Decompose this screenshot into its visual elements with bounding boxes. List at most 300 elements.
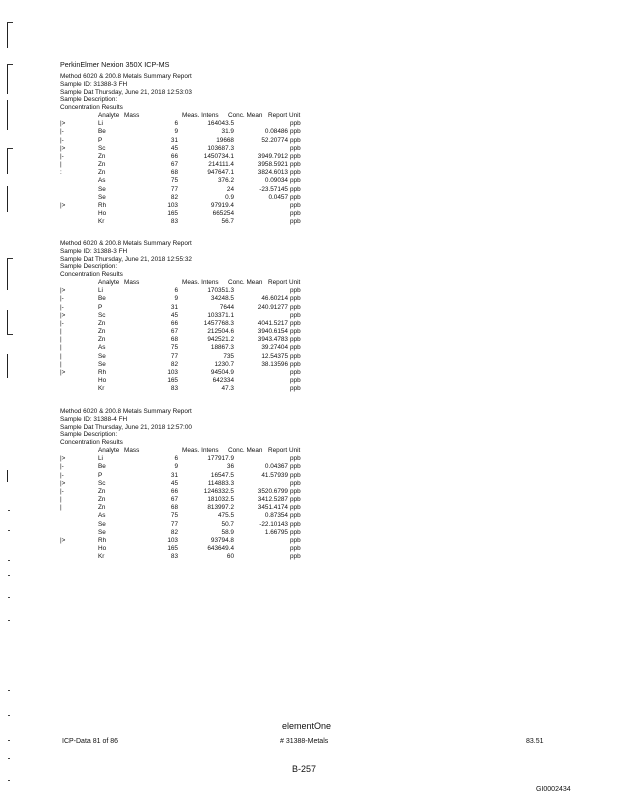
- result-row: [60, 194, 360, 202]
- intensity-cell: 94504.9: [210, 369, 234, 377]
- intensity-cell: 475.5: [218, 512, 234, 520]
- unit-cell: ppb: [290, 537, 301, 545]
- intensity-cell: 97919.4: [210, 202, 234, 210]
- column-header-row: [60, 279, 360, 287]
- analyte-cell: P: [98, 136, 103, 144]
- concentration-cell: 3958.5921: [257, 161, 288, 169]
- intensity-cell: 31.9: [221, 128, 234, 136]
- analyte-cell: Zn: [98, 496, 106, 504]
- analyte-cell: P: [98, 471, 103, 479]
- analyte-cell: As: [98, 177, 106, 185]
- concentration-cell: -23.57145: [259, 185, 288, 193]
- concentration-cell: 1.66795: [264, 528, 288, 536]
- result-row: [60, 496, 360, 504]
- analyte-cell: Se: [98, 193, 106, 201]
- unit-cell: ppb: [290, 136, 301, 144]
- result-row: [60, 295, 360, 303]
- mass-cell: 68: [170, 169, 178, 177]
- margin-bracket: [7, 22, 8, 48]
- result-row: [60, 336, 360, 344]
- row-marker: |>: [60, 202, 66, 210]
- intensity-cell: 214111.4: [208, 161, 234, 169]
- concentration-results-label: Concentration Results: [60, 104, 123, 112]
- mass-cell: 103: [167, 202, 178, 210]
- mass-cell: 6: [174, 455, 178, 463]
- intensity-cell: 18867.3: [210, 344, 234, 352]
- mass-cell: 82: [170, 360, 178, 368]
- mass-cell: 165: [167, 377, 178, 385]
- row-marker: |: [60, 336, 62, 344]
- analyte-cell: Se: [98, 520, 106, 528]
- result-row: [60, 361, 360, 369]
- unit-cell: ppb: [290, 487, 301, 495]
- unit-cell: ppb: [290, 463, 301, 471]
- concentration-cell: 0.04367: [264, 463, 288, 471]
- unit-cell: ppb: [290, 385, 301, 393]
- margin-dot: [8, 715, 10, 716]
- mass-cell: 45: [170, 144, 178, 152]
- intensity-cell: 376.2: [218, 177, 234, 185]
- mass-cell: 83: [170, 553, 178, 561]
- result-row: [60, 472, 360, 480]
- mass-cell: 45: [170, 311, 178, 319]
- analyte-cell: Be: [98, 463, 106, 471]
- unit-cell: ppb: [290, 360, 301, 368]
- margin-bracket: [7, 64, 8, 94]
- result-row: [60, 177, 360, 185]
- intensity-cell: 56.7: [221, 218, 234, 226]
- mass-cell: 67: [170, 161, 178, 169]
- analyte-cell: Se: [98, 360, 106, 368]
- row-marker: |: [60, 352, 62, 360]
- intensity-cell: 7644: [219, 303, 234, 311]
- concentration-cell: 3943.4783: [257, 336, 288, 344]
- margin-dot: [8, 530, 10, 531]
- margin-dot: [8, 690, 10, 691]
- intensity-cell: 1246332.5: [203, 487, 234, 495]
- sample-description: Sample Description:: [60, 96, 118, 104]
- unit-cell: ppb: [290, 128, 301, 136]
- analyte-cell: Li: [98, 455, 103, 463]
- intensity-cell: 114883.3: [207, 479, 234, 487]
- analyte-cell: Zn: [98, 161, 106, 169]
- result-row: [60, 320, 360, 328]
- unit-cell: ppb: [290, 528, 301, 536]
- result-row: [60, 120, 360, 128]
- result-row: [60, 512, 360, 520]
- result-row: [60, 455, 360, 463]
- unit-cell: ppb: [290, 545, 301, 553]
- result-rows: [60, 120, 360, 226]
- column-header-row: [60, 447, 360, 455]
- result-row: [60, 529, 360, 537]
- intensity-cell: 164043.5: [207, 120, 234, 128]
- result-row: [60, 480, 360, 488]
- unit-cell: ppb: [290, 319, 301, 327]
- row-marker: |-: [60, 463, 64, 471]
- analyte-cell: Rh: [98, 537, 107, 545]
- unit-cell: ppb: [290, 336, 301, 344]
- result-row: [60, 304, 360, 312]
- analyte-cell: Ho: [98, 377, 107, 385]
- row-marker: |>: [60, 120, 66, 128]
- method-title: Method 6020 & 200.8 Metals Summary Report: [60, 408, 192, 415]
- unit-cell: ppb: [290, 120, 301, 128]
- concentration-cell: 46.60214: [261, 295, 288, 303]
- result-row: [60, 128, 360, 136]
- margin-dot: [8, 740, 10, 741]
- analyte-cell: Zn: [98, 504, 106, 512]
- unit-cell: ppb: [290, 144, 301, 152]
- mass-cell: 66: [170, 152, 178, 160]
- margin-dot: [8, 620, 10, 621]
- analyte-cell: Se: [98, 528, 106, 536]
- row-marker: |-: [60, 295, 64, 303]
- footer-page-number: B-257: [292, 764, 317, 774]
- analyte-cell: Sc: [98, 311, 106, 319]
- unit-cell: ppb: [290, 152, 301, 160]
- analyte-cell: Zn: [98, 169, 106, 177]
- unit-cell: ppb: [290, 210, 301, 218]
- mass-cell: 77: [170, 352, 178, 360]
- column-header-row: [60, 112, 360, 120]
- sample-id: Sample ID: 31388-3 FH: [60, 80, 128, 88]
- intensity-cell: 177917.9: [207, 455, 234, 463]
- intensity-cell: 103371.1: [207, 311, 234, 319]
- sample-date: Sample Dat Thursday, June 21, 2018 12:55:32: [60, 255, 192, 263]
- intensity-cell: 643649.4: [207, 545, 234, 553]
- unit-cell: ppb: [290, 369, 301, 377]
- result-row: [60, 521, 360, 529]
- analyte-cell: Sc: [98, 479, 106, 487]
- concentration-cell: 3949.7912: [257, 152, 288, 160]
- analyte-cell: Rh: [98, 202, 107, 210]
- mass-cell: 67: [170, 496, 178, 504]
- col-meas-int: Meas. Intens: [182, 111, 219, 119]
- intensity-cell: 50.7: [221, 520, 234, 528]
- mass-cell: 75: [170, 512, 178, 520]
- intensity-cell: 1457768.3: [203, 319, 234, 327]
- unit-cell: ppb: [290, 311, 301, 319]
- margin-tick: [7, 258, 13, 259]
- concentration-cell: 0.09034: [264, 177, 288, 185]
- concentration-cell: 3412.5287: [257, 496, 288, 504]
- instrument-header: PerkinElmer Nexion 350X ICP-MS: [60, 60, 170, 69]
- margin-dot: [8, 575, 10, 576]
- concentration-cell: 3824.6013: [257, 169, 288, 177]
- concentration-cell: 38.13596: [261, 360, 288, 368]
- concentration-results-label: Concentration Results: [60, 439, 123, 447]
- mass-cell: 165: [167, 545, 178, 553]
- row-marker: |>: [60, 455, 66, 463]
- mass-cell: 75: [170, 344, 178, 352]
- intensity-cell: 0.9: [225, 193, 234, 201]
- margin-dot: [8, 780, 10, 781]
- margin-bracket: [7, 258, 8, 290]
- concentration-cell: 0.08486: [264, 128, 288, 136]
- unit-cell: ppb: [290, 344, 301, 352]
- unit-cell: ppb: [290, 303, 301, 311]
- col-analyte: Analyte: [98, 111, 120, 119]
- unit-cell: ppb: [290, 328, 301, 336]
- result-row: [60, 210, 360, 218]
- concentration-cell: 41.57939: [261, 471, 288, 479]
- sample-description: Sample Description:: [60, 263, 118, 271]
- mass-cell: 67: [170, 328, 178, 336]
- intensity-cell: 60: [226, 553, 234, 561]
- result-rows: [60, 455, 360, 561]
- unit-cell: ppb: [290, 520, 301, 528]
- sample-description: Sample Description:: [60, 431, 118, 439]
- result-row: [60, 137, 360, 145]
- row-marker: |: [60, 328, 62, 336]
- sample-date: Sample Dat Thursday, June 21, 2018 12:57:00: [60, 423, 192, 431]
- row-marker: |>: [60, 537, 66, 545]
- mass-cell: 66: [170, 319, 178, 327]
- mass-cell: 82: [170, 528, 178, 536]
- result-row: [60, 153, 360, 161]
- col-mass: Mass: [124, 278, 140, 286]
- concentration-cell: 12.54375: [261, 352, 288, 360]
- analyte-cell: Zn: [98, 319, 106, 327]
- mass-cell: 9: [174, 463, 178, 471]
- analyte-cell: Kr: [98, 553, 105, 561]
- mass-cell: 68: [170, 504, 178, 512]
- row-marker: |: [60, 496, 62, 504]
- concentration-cell: 39.27404: [261, 344, 288, 352]
- analyte-cell: Zn: [98, 336, 106, 344]
- concentration-cell: 3940.6154: [257, 328, 288, 336]
- margin-bracket: [7, 470, 8, 482]
- mass-cell: 77: [170, 520, 178, 528]
- concentration-cell: 4041.5217: [257, 319, 288, 327]
- intensity-cell: 24: [226, 185, 234, 193]
- margin-dot: [8, 510, 10, 511]
- result-row: [60, 369, 360, 377]
- footer-brand: elementOne: [282, 721, 332, 731]
- row-marker: |>: [60, 311, 66, 319]
- mass-cell: 31: [170, 471, 178, 479]
- mass-cell: 165: [167, 210, 178, 218]
- row-marker: |: [60, 360, 62, 368]
- method-title: Method 6020 & 200.8 Metals Summary Report: [60, 73, 192, 80]
- concentration-cell: 0.0457: [268, 193, 288, 201]
- margin-tick: [7, 334, 13, 335]
- concentration-results-label: Concentration Results: [60, 271, 123, 279]
- margin-bracket: [7, 100, 8, 130]
- analyte-cell: Sc: [98, 144, 106, 152]
- result-row: [60, 488, 360, 496]
- margin-dot: [8, 597, 10, 598]
- analyte-cell: Li: [98, 287, 103, 295]
- intensity-cell: 642334: [212, 377, 234, 385]
- margin-dot: [8, 560, 10, 561]
- intensity-cell: 47.3: [221, 385, 234, 393]
- mass-cell: 103: [167, 369, 178, 377]
- analyte-cell: Ho: [98, 545, 107, 553]
- result-row: [60, 218, 360, 226]
- unit-cell: ppb: [290, 218, 301, 226]
- col-analyte: Analyte: [98, 446, 120, 454]
- intensity-cell: 34248.5: [210, 295, 234, 303]
- mass-cell: 77: [170, 185, 178, 193]
- mass-cell: 31: [170, 303, 178, 311]
- unit-cell: ppb: [290, 177, 301, 185]
- mass-cell: 9: [174, 128, 178, 136]
- analyte-cell: As: [98, 344, 106, 352]
- result-row: [60, 537, 360, 545]
- col-meas-int: Meas. Intens: [182, 278, 219, 286]
- intensity-cell: 58.9: [221, 528, 234, 536]
- mass-cell: 9: [174, 295, 178, 303]
- unit-cell: ppb: [290, 471, 301, 479]
- intensity-cell: 170351.3: [207, 287, 234, 295]
- unit-cell: ppb: [290, 479, 301, 487]
- intensity-cell: 19668: [216, 136, 234, 144]
- analyte-cell: Kr: [98, 218, 105, 226]
- analyte-cell: Se: [98, 352, 106, 360]
- unit-cell: ppb: [290, 295, 301, 303]
- analyte-cell: As: [98, 512, 106, 520]
- col-mass: Mass: [124, 111, 140, 119]
- row-marker: |: [60, 344, 62, 352]
- intensity-cell: 735: [223, 352, 234, 360]
- sample-date: Sample Dat Thursday, June 21, 2018 12:53:03: [60, 88, 192, 96]
- analyte-cell: Se: [98, 185, 106, 193]
- mass-cell: 45: [170, 479, 178, 487]
- result-row: [60, 202, 360, 210]
- mass-cell: 66: [170, 487, 178, 495]
- mass-cell: 83: [170, 218, 178, 226]
- unit-cell: ppb: [290, 377, 301, 385]
- result-row: [60, 169, 360, 177]
- margin-tick: [7, 64, 13, 65]
- unit-cell: ppb: [290, 352, 301, 360]
- result-row: [60, 287, 360, 295]
- mass-cell: 31: [170, 136, 178, 144]
- col-unit: Report Unit: [268, 111, 301, 119]
- unit-cell: ppb: [290, 185, 301, 193]
- intensity-cell: 103687.3: [207, 144, 234, 152]
- result-row: [60, 344, 360, 352]
- footer-project: # 31388-Metals: [280, 738, 329, 745]
- result-row: [60, 553, 360, 561]
- report-section: [60, 240, 360, 394]
- margin-dot: [8, 758, 10, 759]
- result-row: [60, 377, 360, 385]
- mass-cell: 83: [170, 385, 178, 393]
- row-marker: |-: [60, 471, 64, 479]
- document-id: GI0002434: [536, 786, 571, 793]
- row-marker: |>: [60, 287, 66, 295]
- sample-id: Sample ID: 31388-3 FH: [60, 247, 128, 255]
- result-row: [60, 161, 360, 169]
- method-title: Method 6020 & 200.8 Metals Summary Report: [60, 240, 192, 247]
- intensity-cell: 1450734.1: [203, 152, 234, 160]
- margin-bracket: [7, 354, 8, 378]
- intensity-cell: 947647.1: [207, 169, 234, 177]
- result-row: [60, 312, 360, 320]
- col-analyte: Analyte: [98, 278, 120, 286]
- intensity-cell: 1230.7: [214, 360, 234, 368]
- concentration-cell: 3451.4174: [257, 504, 288, 512]
- col-conc: Conc. Mean: [228, 446, 263, 454]
- concentration-cell: 240.91277: [257, 303, 288, 311]
- margin-tick: [7, 148, 13, 149]
- unit-cell: ppb: [290, 504, 301, 512]
- analyte-cell: Li: [98, 120, 103, 128]
- row-marker: |-: [60, 136, 64, 144]
- analyte-cell: Zn: [98, 152, 106, 160]
- report-section: [60, 73, 360, 227]
- sample-id: Sample ID: 31388-4 FH: [60, 415, 128, 423]
- unit-cell: ppb: [290, 193, 301, 201]
- result-row: [60, 385, 360, 393]
- analyte-cell: Kr: [98, 385, 105, 393]
- intensity-cell: 16547.5: [210, 471, 234, 479]
- col-meas-int: Meas. Intens: [182, 446, 219, 454]
- margin-bracket: [7, 310, 8, 334]
- row-marker: |-: [60, 152, 64, 160]
- unit-cell: ppb: [290, 496, 301, 504]
- analyte-cell: Rh: [98, 369, 107, 377]
- unit-cell: ppb: [290, 455, 301, 463]
- report-section: [60, 408, 360, 562]
- concentration-cell: 3520.6799: [257, 487, 288, 495]
- row-marker: |-: [60, 128, 64, 136]
- unit-cell: ppb: [290, 553, 301, 561]
- concentration-cell: -22.10143: [259, 520, 288, 528]
- row-marker: |-: [60, 319, 64, 327]
- row-marker: |>: [60, 144, 66, 152]
- unit-cell: ppb: [290, 161, 301, 169]
- analyte-cell: Be: [98, 295, 106, 303]
- analyte-cell: Ho: [98, 210, 107, 218]
- intensity-cell: 212504.6: [207, 328, 234, 336]
- concentration-cell: 52.20774: [261, 136, 288, 144]
- intensity-cell: 181032.5: [207, 496, 234, 504]
- intensity-cell: 93794.8: [210, 537, 234, 545]
- unit-cell: ppb: [290, 287, 301, 295]
- result-row: [60, 463, 360, 471]
- mass-cell: 6: [174, 120, 178, 128]
- unit-cell: ppb: [290, 512, 301, 520]
- margin-bracket: [7, 148, 8, 174]
- analyte-cell: Zn: [98, 487, 106, 495]
- intensity-cell: 665254: [212, 210, 234, 218]
- concentration-cell: 0.87354: [264, 512, 288, 520]
- analyte-cell: Be: [98, 128, 106, 136]
- col-unit: Report Unit: [268, 278, 301, 286]
- intensity-cell: 942521.2: [207, 336, 234, 344]
- row-marker: |-: [60, 487, 64, 495]
- mass-cell: 82: [170, 193, 178, 201]
- row-marker: |: [60, 504, 62, 512]
- margin-bracket: [7, 186, 8, 212]
- result-row: [60, 145, 360, 153]
- analyte-cell: Zn: [98, 328, 106, 336]
- intensity-cell: 813997.2: [207, 504, 234, 512]
- result-row: [60, 545, 360, 553]
- col-unit: Report Unit: [268, 446, 301, 454]
- row-marker: :: [60, 169, 62, 177]
- footer-code: 83.51: [526, 738, 544, 745]
- row-marker: |>: [60, 369, 66, 377]
- result-row: [60, 504, 360, 512]
- row-marker: |>: [60, 479, 66, 487]
- intensity-cell: 36: [226, 463, 234, 471]
- unit-cell: ppb: [290, 169, 301, 177]
